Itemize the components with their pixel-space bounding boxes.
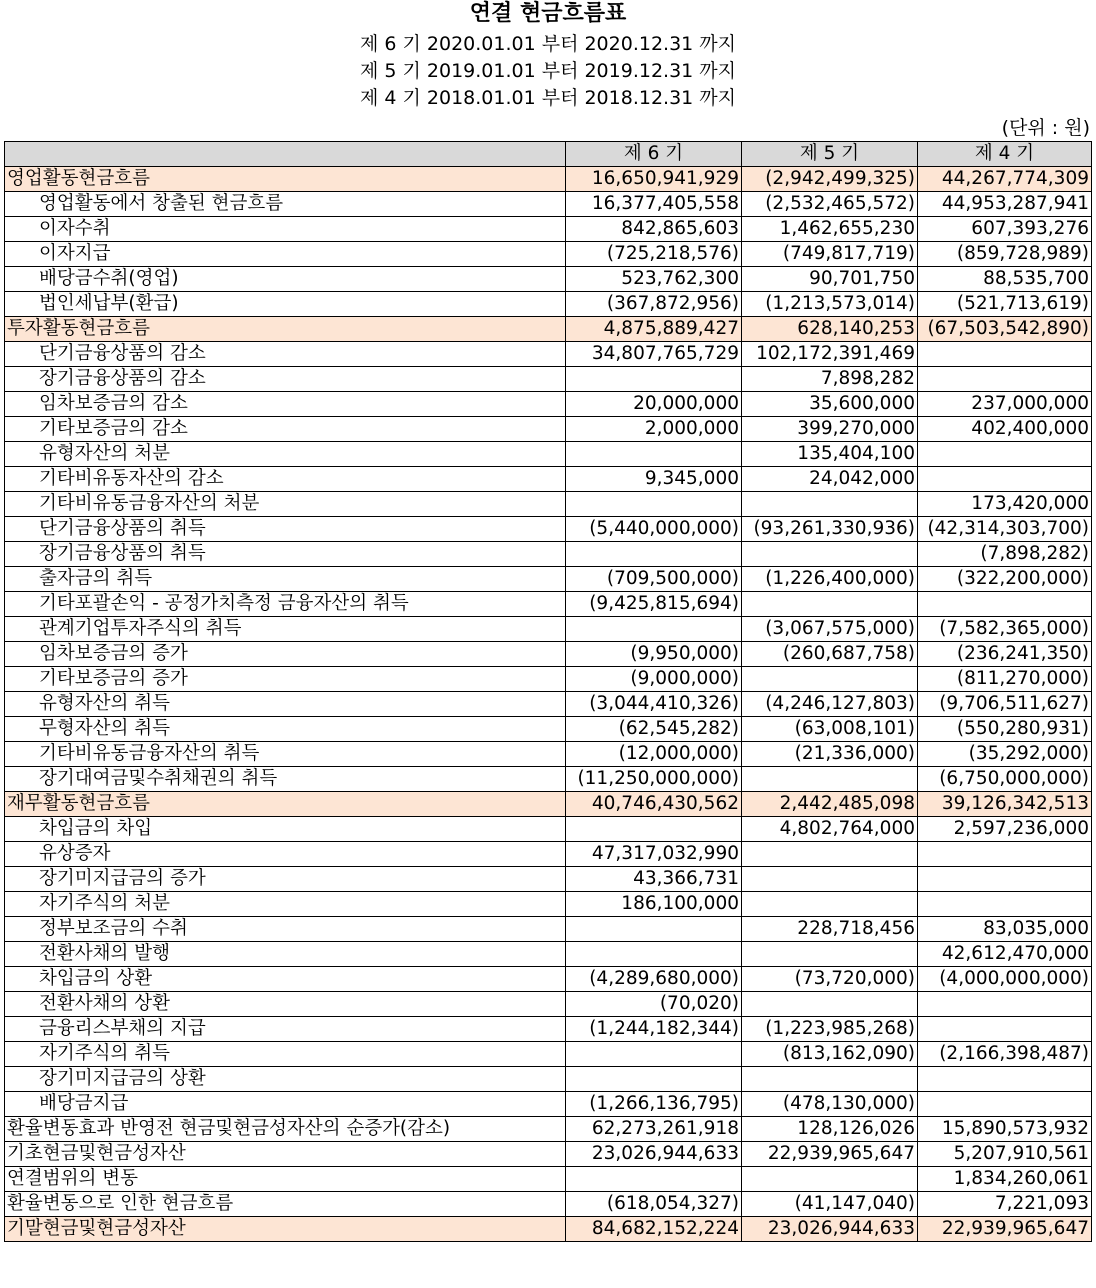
value-cell-period-4: 402,400,000 (918, 417, 1092, 442)
table-row (5, 717, 1092, 742)
value-cell-period-4: (550,280,931) (918, 717, 1092, 742)
value-cell-period-4: (6,750,000,000) (918, 767, 1092, 792)
value-cell-period-4: 7,221,093 (918, 1192, 1092, 1217)
value-cell-period-5: (2,942,499,325) (742, 167, 918, 192)
table-row (5, 367, 1092, 392)
row-label: 연결범위의 변동 (5, 1167, 566, 1192)
row-label: 장기금융상품의 취득 (5, 542, 566, 567)
value-cell-period-6 (566, 1042, 742, 1067)
table-row (5, 467, 1092, 492)
value-cell-period-6: (709,500,000) (566, 567, 742, 592)
value-cell-period-6: 9,345,000 (566, 467, 742, 492)
value-cell-period-5 (742, 767, 918, 792)
table-row (5, 192, 1092, 217)
table-row (5, 567, 1092, 592)
table-body (5, 167, 1092, 1242)
value-cell-period-5: (260,687,758) (742, 642, 918, 667)
value-cell-period-4 (918, 367, 1092, 392)
value-cell-period-6 (566, 1167, 742, 1192)
value-cell-period-5: 7,898,282 (742, 367, 918, 392)
value-cell-period-5: (21,336,000) (742, 742, 918, 767)
value-cell-period-5 (742, 892, 918, 917)
row-label: 투자활동현금흐름 (5, 317, 566, 342)
value-cell-period-5: 135,404,100 (742, 442, 918, 467)
table-row (5, 292, 1092, 317)
row-label: 기타보증금의 증가 (5, 667, 566, 692)
row-label: 기타포괄손익 - 공정가치측정 금융자산의 취득 (5, 592, 566, 617)
value-cell-period-4 (918, 442, 1092, 467)
value-cell-period-6: (725,218,576) (566, 242, 742, 267)
header-period-5: 제 5 기 (742, 142, 918, 167)
table-row (5, 1092, 1092, 1117)
value-cell-period-4: (859,728,989) (918, 242, 1092, 267)
table-row (5, 317, 1092, 342)
value-cell-period-6: 523,762,300 (566, 267, 742, 292)
value-cell-period-6: 47,317,032,990 (566, 842, 742, 867)
unit-label: (단위 : 원) (1001, 117, 1090, 139)
value-cell-period-4: (322,200,000) (918, 567, 1092, 592)
value-cell-period-5: (478,130,000) (742, 1092, 918, 1117)
value-cell-period-5: (4,246,127,803) (742, 692, 918, 717)
value-cell-period-4: 237,000,000 (918, 392, 1092, 417)
value-cell-period-4 (918, 1092, 1092, 1117)
value-cell-period-5: (73,720,000) (742, 967, 918, 992)
value-cell-period-6: (367,872,956) (566, 292, 742, 317)
value-cell-period-5: (2,532,465,572) (742, 192, 918, 217)
value-cell-period-5 (742, 592, 918, 617)
row-label: 기타비유동금융자산의 취득 (5, 742, 566, 767)
row-label: 장기미지급금의 상환 (5, 1067, 566, 1092)
value-cell-period-6: (618,054,327) (566, 1192, 742, 1217)
value-cell-period-5: 22,939,965,647 (742, 1142, 918, 1167)
table-row (5, 942, 1092, 967)
value-cell-period-6: (62,545,282) (566, 717, 742, 742)
value-cell-period-4: (7,898,282) (918, 542, 1092, 567)
row-label: 자기주식의 처분 (5, 892, 566, 917)
table-row (5, 1192, 1092, 1217)
row-label: 영업활동에서 창출된 현금흐름 (5, 192, 566, 217)
row-label: 차입금의 차입 (5, 817, 566, 842)
value-cell-period-6: 16,650,941,929 (566, 167, 742, 192)
value-cell-period-6 (566, 442, 742, 467)
value-cell-period-4: (2,166,398,487) (918, 1042, 1092, 1067)
value-cell-period-4: 83,035,000 (918, 917, 1092, 942)
value-cell-period-4: (42,314,303,700) (918, 517, 1092, 542)
value-cell-period-4: 88,535,700 (918, 267, 1092, 292)
table-row (5, 542, 1092, 567)
value-cell-period-6: 20,000,000 (566, 392, 742, 417)
table-row (5, 767, 1092, 792)
table-row (5, 992, 1092, 1017)
value-cell-period-5 (742, 667, 918, 692)
row-label: 장기대여금및수취채권의 취득 (5, 767, 566, 792)
header-label-col (5, 142, 566, 167)
value-cell-period-4: 42,612,470,000 (918, 942, 1092, 967)
value-cell-period-4: 5,207,910,561 (918, 1142, 1092, 1167)
row-label: 출자금의 취득 (5, 567, 566, 592)
table-row (5, 842, 1092, 867)
table-row (5, 1142, 1092, 1167)
value-cell-period-6: 16,377,405,558 (566, 192, 742, 217)
value-cell-period-6: (4,289,680,000) (566, 967, 742, 992)
row-label: 유형자산의 취득 (5, 692, 566, 717)
table-row (5, 792, 1092, 817)
value-cell-period-6 (566, 917, 742, 942)
table-row (5, 342, 1092, 367)
table-row (5, 442, 1092, 467)
value-cell-period-4 (918, 867, 1092, 892)
value-cell-period-6: (9,425,815,694) (566, 592, 742, 617)
value-cell-period-5 (742, 1167, 918, 1192)
table-row (5, 1167, 1092, 1192)
table-row (5, 642, 1092, 667)
value-cell-period-6 (566, 942, 742, 967)
row-label: 무형자산의 취득 (5, 717, 566, 742)
value-cell-period-5 (742, 867, 918, 892)
row-label: 이자수취 (5, 217, 566, 242)
row-label: 차입금의 상환 (5, 967, 566, 992)
value-cell-period-5 (742, 492, 918, 517)
table-row (5, 867, 1092, 892)
row-label: 단기금융상품의 취득 (5, 517, 566, 542)
value-cell-period-6 (566, 1067, 742, 1092)
row-label: 법인세납부(환급) (5, 292, 566, 317)
row-label: 장기미지급금의 증가 (5, 867, 566, 892)
period-line-5: 제 5 기 2019.01.01 부터 2019.12.31 까지 (359, 60, 737, 82)
value-cell-period-6 (566, 542, 742, 567)
value-cell-period-6: (9,000,000) (566, 667, 742, 692)
value-cell-period-6: 4,875,889,427 (566, 317, 742, 342)
row-label: 이자지급 (5, 242, 566, 267)
value-cell-period-4 (918, 842, 1092, 867)
value-cell-period-5 (742, 842, 918, 867)
table-row (5, 1117, 1092, 1142)
row-label: 임차보증금의 감소 (5, 392, 566, 417)
value-cell-period-4: 173,420,000 (918, 492, 1092, 517)
row-label: 배당금수취(영업) (5, 267, 566, 292)
value-cell-period-6: 23,026,944,633 (566, 1142, 742, 1167)
row-label: 장기금융상품의 감소 (5, 367, 566, 392)
value-cell-period-6 (566, 817, 742, 842)
table-row (5, 1067, 1092, 1092)
table-row (5, 817, 1092, 842)
value-cell-period-4: (7,582,365,000) (918, 617, 1092, 642)
value-cell-period-4: 44,267,774,309 (918, 167, 1092, 192)
table-row (5, 167, 1092, 192)
table-row (5, 1017, 1092, 1042)
table-row (5, 742, 1092, 767)
row-label: 환율변동으로 인한 현금흐름 (5, 1192, 566, 1217)
value-cell-period-6: (70,020) (566, 992, 742, 1017)
value-cell-period-6: (5,440,000,000) (566, 517, 742, 542)
period-line-4: 제 4 기 2018.01.01 부터 2018.12.31 까지 (359, 87, 737, 109)
table-row (5, 492, 1092, 517)
row-label: 기타비유동자산의 감소 (5, 467, 566, 492)
row-label: 정부보조금의 수취 (5, 917, 566, 942)
value-cell-period-6: 62,273,261,918 (566, 1117, 742, 1142)
value-cell-period-6: (11,250,000,000) (566, 767, 742, 792)
row-label: 유형자산의 처분 (5, 442, 566, 467)
row-label: 기타보증금의 감소 (5, 417, 566, 442)
row-label: 기초현금및현금성자산 (5, 1142, 566, 1167)
value-cell-period-5 (742, 992, 918, 1017)
value-cell-period-5: 1,462,655,230 (742, 217, 918, 242)
value-cell-period-4: (35,292,000) (918, 742, 1092, 767)
value-cell-period-5: (3,067,575,000) (742, 617, 918, 642)
row-label: 기타비유동금융자산의 처분 (5, 492, 566, 517)
value-cell-period-4 (918, 467, 1092, 492)
table-row (5, 517, 1092, 542)
table-row (5, 967, 1092, 992)
table-row (5, 892, 1092, 917)
row-label: 유상증자 (5, 842, 566, 867)
value-cell-period-6: 43,366,731 (566, 867, 742, 892)
table-row (5, 592, 1092, 617)
value-cell-period-5: 399,270,000 (742, 417, 918, 442)
header-row (5, 142, 1092, 167)
table-row (5, 1217, 1092, 1242)
value-cell-period-4: (4,000,000,000) (918, 967, 1092, 992)
value-cell-period-6: 84,682,152,224 (566, 1217, 742, 1242)
value-cell-period-6 (566, 492, 742, 517)
value-cell-period-6: (9,950,000) (566, 642, 742, 667)
value-cell-period-6 (566, 617, 742, 642)
value-cell-period-5: 90,701,750 (742, 267, 918, 292)
row-label: 단기금융상품의 감소 (5, 342, 566, 367)
value-cell-period-5 (742, 942, 918, 967)
value-cell-period-6: 40,746,430,562 (566, 792, 742, 817)
value-cell-period-5 (742, 1067, 918, 1092)
value-cell-period-5: (813,162,090) (742, 1042, 918, 1067)
row-label: 관계기업투자주식의 취득 (5, 617, 566, 642)
value-cell-period-4: 1,834,260,061 (918, 1167, 1092, 1192)
cash-flow-table (4, 141, 1092, 1242)
value-cell-period-4: (67,503,542,890) (918, 317, 1092, 342)
table-row (5, 217, 1092, 242)
table-row (5, 267, 1092, 292)
value-cell-period-6: (1,244,182,344) (566, 1017, 742, 1042)
value-cell-period-5: 35,600,000 (742, 392, 918, 417)
table-row (5, 667, 1092, 692)
value-cell-period-5: 628,140,253 (742, 317, 918, 342)
value-cell-period-6: (3,044,410,326) (566, 692, 742, 717)
table-row (5, 417, 1092, 442)
value-cell-period-4 (918, 992, 1092, 1017)
value-cell-period-4 (918, 1067, 1092, 1092)
table-row (5, 242, 1092, 267)
value-cell-period-5: (749,817,719) (742, 242, 918, 267)
value-cell-period-6: 842,865,603 (566, 217, 742, 242)
row-label: 금융리스부채의 지급 (5, 1017, 566, 1042)
row-label: 임차보증금의 증가 (5, 642, 566, 667)
table-row (5, 917, 1092, 942)
statement-title: 연결 현금흐름표 (469, 1, 627, 26)
value-cell-period-5: (1,226,400,000) (742, 567, 918, 592)
value-cell-period-5: 23,026,944,633 (742, 1217, 918, 1242)
value-cell-period-5: 2,442,485,098 (742, 792, 918, 817)
row-label: 전환사채의 상환 (5, 992, 566, 1017)
header-period-6: 제 6 기 (566, 142, 742, 167)
value-cell-period-5: 102,172,391,469 (742, 342, 918, 367)
value-cell-period-6: 186,100,000 (566, 892, 742, 917)
row-label: 자기주식의 취득 (5, 1042, 566, 1067)
header-period-4: 제 4 기 (918, 142, 1092, 167)
value-cell-period-6: 2,000,000 (566, 417, 742, 442)
value-cell-period-5: 24,042,000 (742, 467, 918, 492)
row-label: 전환사채의 발행 (5, 942, 566, 967)
value-cell-period-4: 2,597,236,000 (918, 817, 1092, 842)
value-cell-period-4: 15,890,573,932 (918, 1117, 1092, 1142)
value-cell-period-5: 128,126,026 (742, 1117, 918, 1142)
value-cell-period-6: (12,000,000) (566, 742, 742, 767)
table-row (5, 692, 1092, 717)
value-cell-period-4 (918, 892, 1092, 917)
value-cell-period-5: 4,802,764,000 (742, 817, 918, 842)
row-label: 환율변동효과 반영전 현금및현금성자산의 순증가(감소) (5, 1117, 566, 1142)
value-cell-period-6 (566, 367, 742, 392)
table-row (5, 617, 1092, 642)
value-cell-period-4: (236,241,350) (918, 642, 1092, 667)
value-cell-period-4: (521,713,619) (918, 292, 1092, 317)
row-label: 기말현금및현금성자산 (5, 1217, 566, 1242)
value-cell-period-4 (918, 1017, 1092, 1042)
value-cell-period-4: 22,939,965,647 (918, 1217, 1092, 1242)
value-cell-period-4: 39,126,342,513 (918, 792, 1092, 817)
value-cell-period-5 (742, 542, 918, 567)
row-label: 영업활동현금흐름 (5, 167, 566, 192)
value-cell-period-5: (41,147,040) (742, 1192, 918, 1217)
value-cell-period-5: 228,718,456 (742, 917, 918, 942)
value-cell-period-5: (63,008,101) (742, 717, 918, 742)
value-cell-period-5: (1,223,985,268) (742, 1017, 918, 1042)
value-cell-period-5: (93,261,330,936) (742, 517, 918, 542)
value-cell-period-4: 607,393,276 (918, 217, 1092, 242)
value-cell-period-4: 44,953,287,941 (918, 192, 1092, 217)
value-cell-period-4 (918, 592, 1092, 617)
value-cell-period-4: (9,706,511,627) (918, 692, 1092, 717)
row-label: 재무활동현금흐름 (5, 792, 566, 817)
value-cell-period-5: (1,213,573,014) (742, 292, 918, 317)
value-cell-period-4: (811,270,000) (918, 667, 1092, 692)
row-label: 배당금지급 (5, 1092, 566, 1117)
table-row (5, 392, 1092, 417)
value-cell-period-6: 34,807,765,729 (566, 342, 742, 367)
value-cell-period-6: (1,266,136,795) (566, 1092, 742, 1117)
table-row (5, 1042, 1092, 1067)
value-cell-period-4 (918, 342, 1092, 367)
period-line-6: 제 6 기 2020.01.01 부터 2020.12.31 까지 (359, 33, 737, 55)
